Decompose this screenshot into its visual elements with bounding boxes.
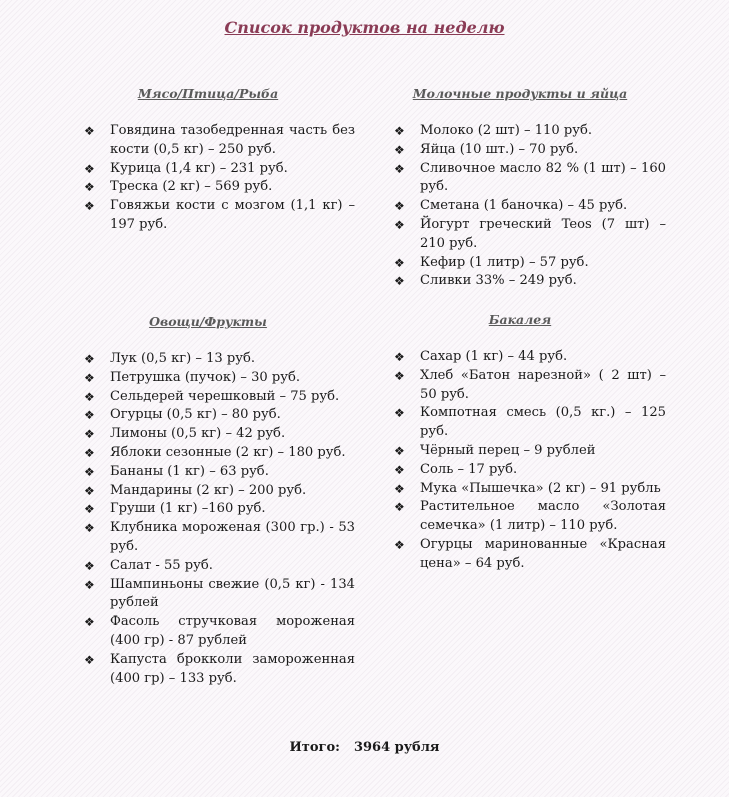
list-item: ❖ Растительное масло «Золотая семечка» (1 литр) – 110 руб.: [392, 498, 666, 536]
total-value: 3964 рубля: [353, 740, 440, 755]
list-item: ❖ Лимоны (0,5 кг) – 42 руб.: [82, 425, 355, 444]
list-item: ❖ Сливочное масло 82 % (1 шт) – 160 руб.: [392, 160, 666, 198]
list-item: ❖ Мука «Пышечка» (2 кг) – 91 рубль: [392, 480, 666, 499]
list-item: ❖ Сахар (1 кг) – 44 руб.: [392, 348, 666, 367]
page-title: Список продуктов на неделю: [224, 18, 505, 37]
list-item: ❖ Сливки 33% – 249 руб.: [392, 272, 666, 291]
list-item: ❖ Говядина тазобедренная часть без кости (0,5 кг) – 250 руб.: [82, 122, 355, 160]
total-label: Итого:: [289, 740, 340, 755]
dairy-list: [392, 122, 666, 291]
list-item: ❖ Хлеб «Батон нарезной» ( 2 шт) – 50 руб.: [392, 367, 666, 405]
list-item: ❖ Йогурт греческий Teos (7 шт) – 210 руб.: [392, 216, 666, 254]
list-item: ❖ Фасоль стручковая мороженая (400 гр) - 87 рублей: [82, 613, 355, 651]
section-heading-meat: Мясо/Птица/Рыба: [137, 86, 279, 101]
list-item: ❖ Салат - 55 руб.: [82, 557, 355, 576]
grocery-list: [392, 348, 666, 574]
list-item: ❖ Капуста брокколи замороженная (400 гр) – 133 руб.: [82, 651, 355, 689]
list-item: ❖ Чёрный перец – 9 рублей: [392, 442, 666, 461]
list-item: ❖ Огурцы маринованные «Красная цена» – 64 руб.: [392, 536, 666, 574]
list-item: ❖ Компотная смесь (0,5 кг.) – 125 руб.: [392, 404, 666, 442]
list-item: ❖ Мандарины (2 кг) – 200 руб.: [82, 482, 355, 501]
list-item: ❖ Курица (1,4 кг) – 231 руб.: [82, 160, 355, 179]
list-item: ❖ Молоко (2 шт) – 110 руб.: [392, 122, 666, 141]
list-item: ❖ Кефир (1 литр) – 57 руб.: [392, 254, 666, 273]
meat-list: [82, 122, 355, 235]
total-line: [0, 740, 729, 755]
list-item: ❖ Сельдерей черешковый – 75 руб.: [82, 388, 355, 407]
list-item: ❖ Огурцы (0,5 кг) – 80 руб.: [82, 406, 355, 425]
list-item: ❖ Сметана (1 баночка) – 45 руб.: [392, 197, 666, 216]
section-heading-veg: Овощи/Фрукты: [149, 314, 267, 329]
veg-list: [82, 350, 355, 688]
list-item: ❖ Лук (0,5 кг) – 13 руб.: [82, 350, 355, 369]
list-item: ❖ Груши (1 кг) –160 руб.: [82, 500, 355, 519]
list-item: ❖ Яйца (10 шт.) – 70 руб.: [392, 141, 666, 160]
list-item: ❖ Говяжьи кости с мозгом (1,1 кг) – 197 руб.: [82, 197, 355, 235]
list-item: ❖ Петрушка (пучок) – 30 руб.: [82, 369, 355, 388]
list-item: ❖ Бананы (1 кг) – 63 руб.: [82, 463, 355, 482]
section-heading-grocery: Бакалея: [488, 312, 552, 327]
list-item: ❖ Соль – 17 руб.: [392, 461, 666, 480]
section-heading-dairy: Молочные продукты и яйца: [412, 86, 628, 101]
list-item: ❖ Клубника мороженая (300 гр.) - 53 руб.: [82, 519, 355, 557]
list-item: ❖ Шампиньоны свежие (0,5 кг) - 134 рублей: [82, 576, 355, 614]
list-item: ❖ Яблоки сезонные (2 кг) – 180 руб.: [82, 444, 355, 463]
list-item: ❖ Треска (2 кг) – 569 руб.: [82, 178, 355, 197]
